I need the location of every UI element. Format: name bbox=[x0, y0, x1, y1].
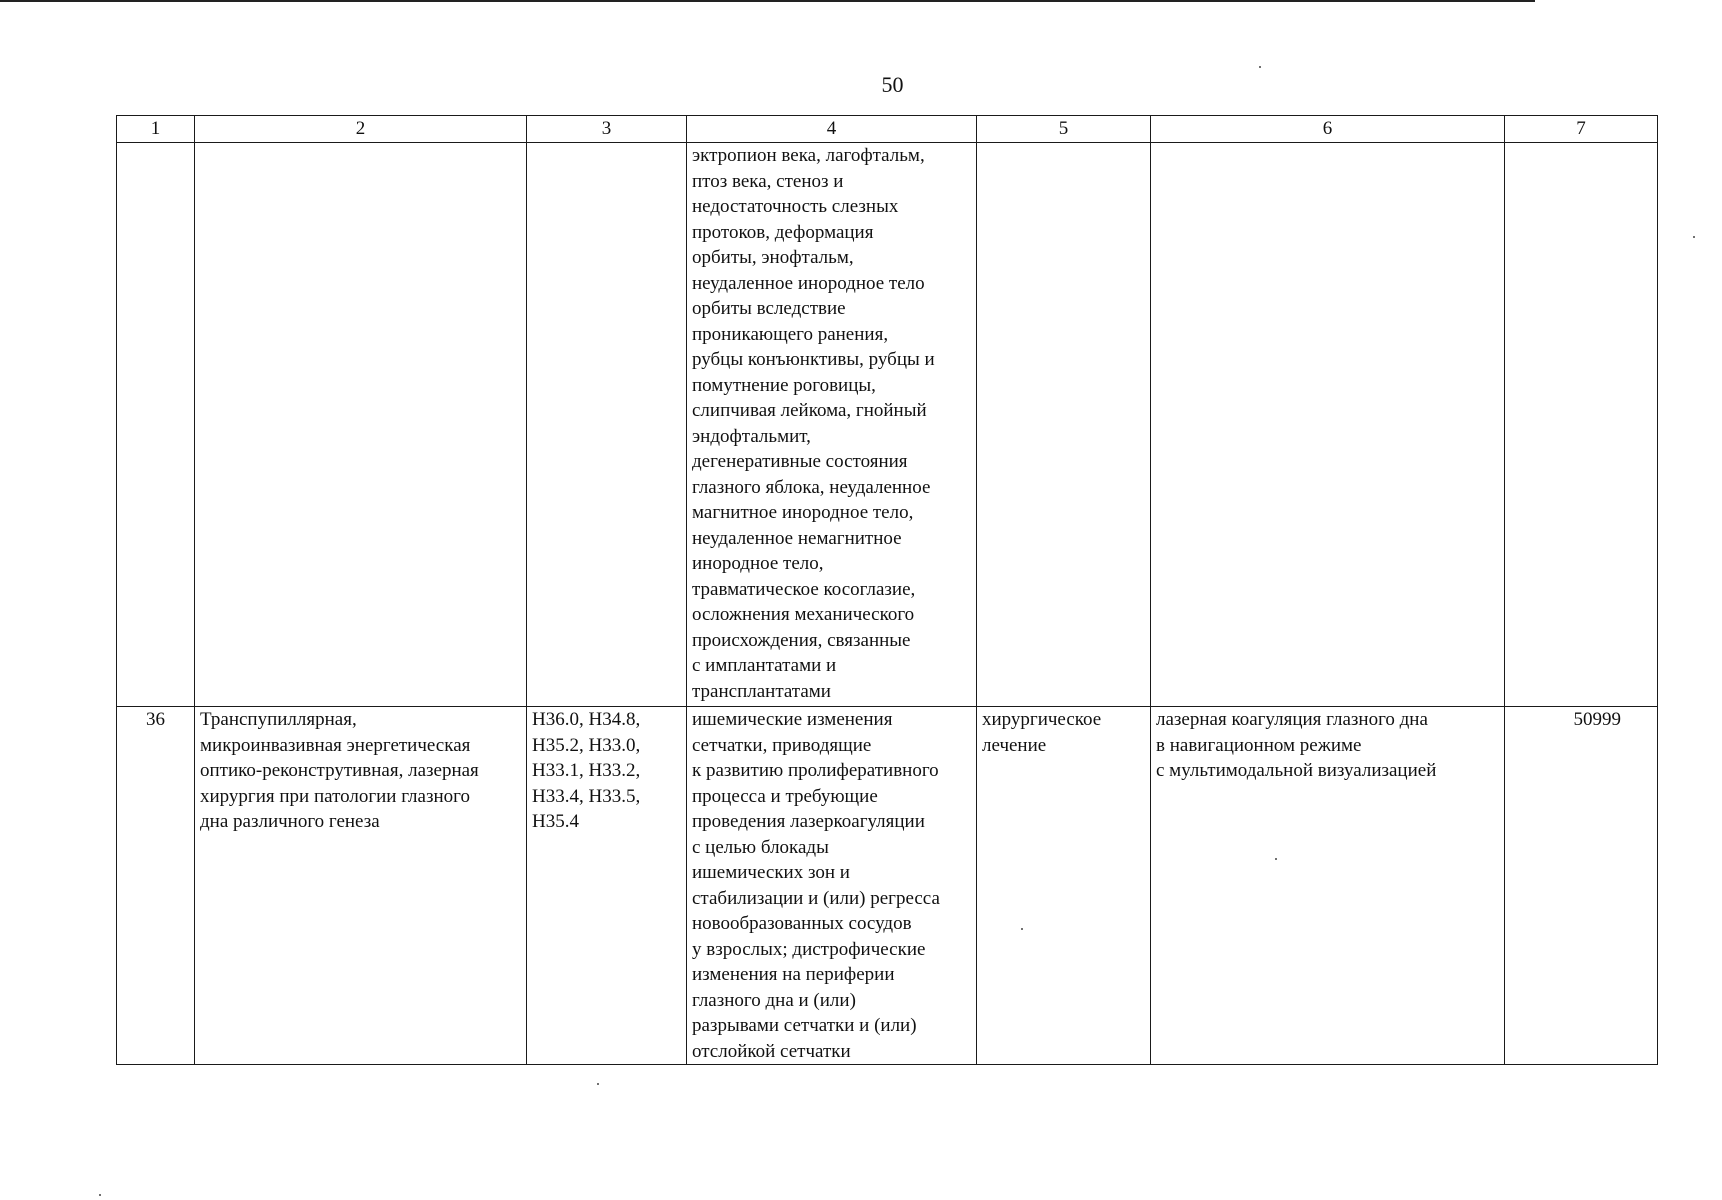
column-header-6: 6 bbox=[1151, 116, 1505, 143]
table-row bbox=[117, 143, 1658, 707]
row-number-cell: 36 bbox=[117, 707, 195, 1065]
diagnosis-cell: эктропион века, лагофтальм, птоз века, стеноз и недостаточность слезных протоков, деформация орбиты, энофтальм, неудаленное инородное тело орбиты вследствие проникающего ранения, рубцы конъюнктивы, рубцы и помутнение роговицы, слипчивая лейкома, гнойный эндофтальмит, дегенеративные состояния глазного яблока, неудаленное магнитное инородное тело, неудаленное немагнитное инородное тело, травматическое косоглазие, осложнения механического происхождения, связанные с имплантатами и трансплантатами bbox=[687, 143, 977, 707]
scan-speck bbox=[1275, 858, 1277, 860]
scan-top-rule bbox=[0, 0, 1535, 2]
page-number: 50 bbox=[881, 72, 904, 97]
medical-care-table bbox=[116, 115, 1658, 1065]
treatment-type-cell bbox=[977, 143, 1151, 707]
treatment-method-cell: лазерная коагуляция глазного дна в навигационном режиме с мультимодальной визуализацией bbox=[1151, 707, 1505, 1065]
column-header-1: 1 bbox=[117, 116, 195, 143]
column-header-2: 2 bbox=[195, 116, 527, 143]
row-number-cell bbox=[117, 143, 195, 707]
column-header-7: 7 bbox=[1505, 116, 1658, 143]
scan-speck bbox=[1259, 66, 1261, 68]
scan-speck bbox=[1021, 928, 1023, 930]
table-row bbox=[117, 707, 1658, 1065]
diagnosis-cell: ишемические изменения сетчатки, приводящие к развитию пролиферативного процесса и требующие проведения лазеркоагуляции с целью блокады ишемических зон и стабилизации и (или) регресса новообразованных сосудов у взрослых; дистрофические изменения на периферии глазного дна и (или) разрывами сетчатки и (или) отслойкой сетчатки bbox=[687, 707, 977, 1065]
scan-speck bbox=[1693, 236, 1695, 238]
procedure-name-cell: Транспупиллярная, микроинвазивная энергетическая оптико-реконструтивная, лазерная хирургия при патологии глазного дна различного генеза bbox=[195, 707, 527, 1065]
treatment-type-cell: хирургическое лечение bbox=[977, 707, 1151, 1065]
column-header-3: 3 bbox=[527, 116, 687, 143]
scan-speck bbox=[597, 1083, 599, 1085]
table-header-row bbox=[117, 116, 1658, 143]
cost-cell bbox=[1505, 143, 1658, 707]
column-header-4: 4 bbox=[687, 116, 977, 143]
column-header-5: 5 bbox=[977, 116, 1151, 143]
treatment-method-cell bbox=[1151, 143, 1505, 707]
icd-codes-cell: H36.0, H34.8, H35.2, H33.0, H33.1, H33.2, H33.4, H33.5, H35.4 bbox=[527, 707, 687, 1065]
scan-speck bbox=[99, 1194, 101, 1196]
procedure-name-cell bbox=[195, 143, 527, 707]
cost-cell: 50999 bbox=[1505, 707, 1658, 1065]
icd-codes-cell bbox=[527, 143, 687, 707]
